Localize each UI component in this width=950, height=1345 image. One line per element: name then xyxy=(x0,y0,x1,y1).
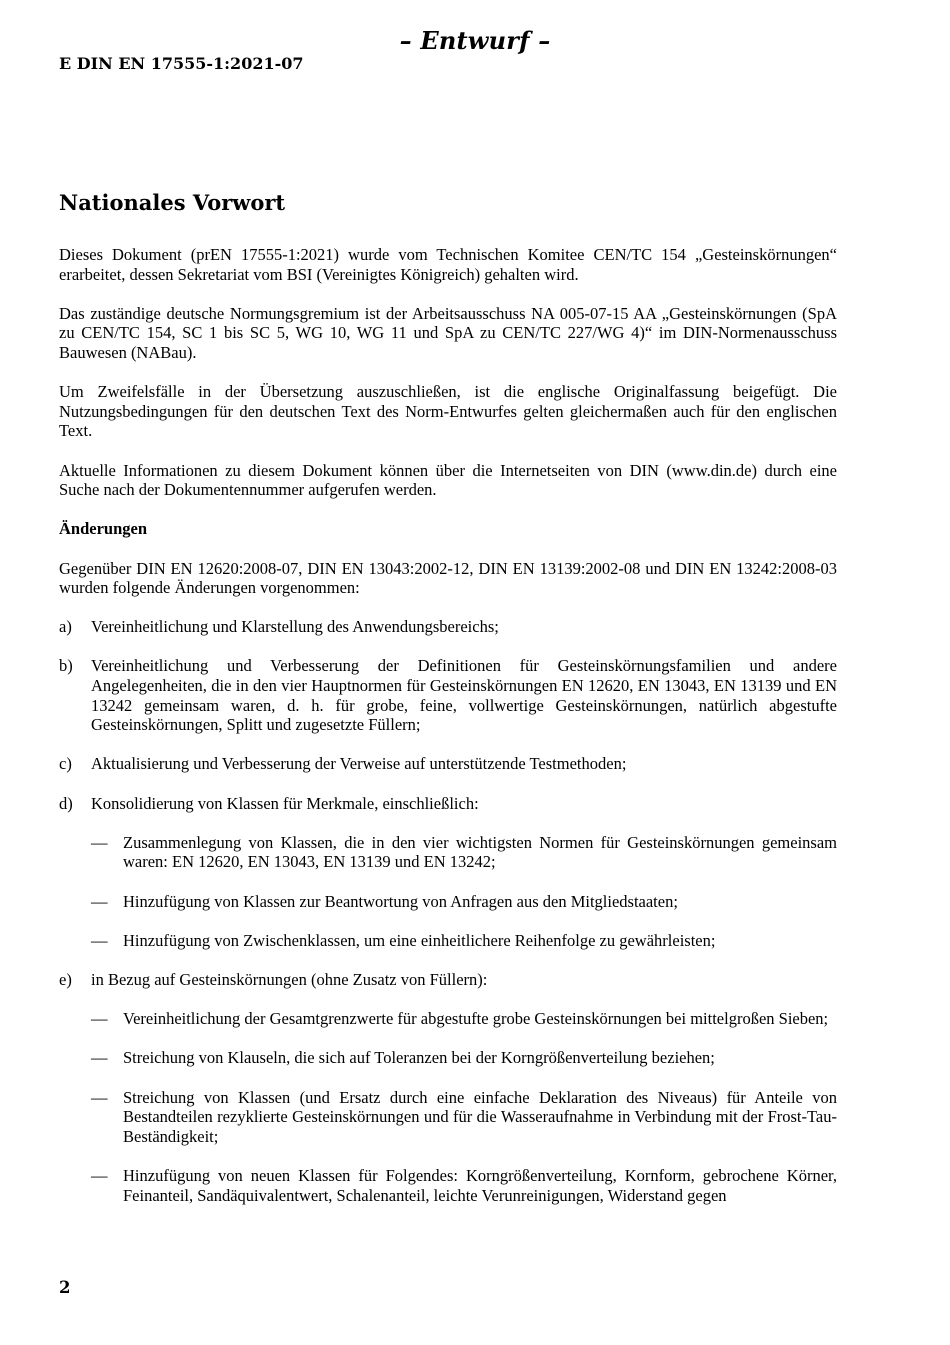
dash-marker: — xyxy=(91,891,108,911)
section-title: Nationales Vorwort xyxy=(59,190,286,215)
dash-marker: — xyxy=(91,832,108,852)
changes-heading: Änderungen xyxy=(59,519,148,539)
list-item-e xyxy=(59,970,837,990)
list-item-b xyxy=(59,656,837,734)
dash-item-text: Streichung von Klassen (und Ersatz durch eine einfache Deklaration des Niveaus) für Anteile von Bestandteilen rezyklierte Gesteinskörnungen und für die Wasseraufnahme in Verbindung mit der Frost-Tau-Beständigkeit; xyxy=(123,1087,837,1146)
dash-marker: — xyxy=(91,1087,108,1107)
list-item-c xyxy=(59,754,837,774)
changes-intro: Gegenüber DIN EN 12620:2008-07, DIN EN 13043:2002-12, DIN EN 13139:2002-08 und DIN EN 13242:2008-03 wurden folgende Änderungen vorgenommen: xyxy=(59,558,837,598)
dash-item-text: Hinzufügung von Zwischenklassen, um eine einheitlichere Reihenfolge zu gewährleisten; xyxy=(123,930,716,950)
dash-item-d1 xyxy=(91,833,837,872)
list-item-text: Vereinheitlichung und Verbesserung der Definitionen für Gesteinskörnungsfamilien und andere Angelegenheiten, die in den vier Hauptnormen für Gesteinskörnungen EN 12620, EN 13043, EN 13139 und EN 13242 gemeinsam waren, d. h. für grobe, feine, vollwertige Gesteinskörnungen, natürlich abgestufte Gesteinskörnungen, Splitt und zugesetzte Füllern; xyxy=(91,656,837,735)
dash-item-e1 xyxy=(91,1009,837,1029)
list-marker: e) xyxy=(59,969,72,989)
paragraph-national-body: Das zuständige deutsche Normungsgremium ist der Arbeitsausschuss NA 005-07-15 AA „Gesteinskörnungen (SpA zu CEN/TC 154, SC 1 bis SC 5, WG 10, WG 11 und SpA zu CEN/TC 227/WG 4)“ im DIN-Normenausschuss Bauwesen (NABau). xyxy=(59,303,837,362)
paragraph-translation: Um Zweifelsfälle in der Übersetzung auszuschließen, ist die englische Originalfassung beigefügt. Die Nutzungsbedingungen für den deutschen Text des Norm-Entwurfes gelten gleichermaßen auch für den englischen Text. xyxy=(59,382,837,441)
dash-item-e3 xyxy=(91,1088,837,1147)
list-item-text: Vereinheitlichung und Klarstellung des Anwendungsbereichs; xyxy=(91,617,499,637)
dash-marker: — xyxy=(91,1048,108,1068)
dash-item-text: Hinzufügung von neuen Klassen für Folgendes: Korngrößenverteilung, Kornform, gebrochene Körner, Feinanteil, Sandäquivalentwert, Schalenanteil, leichte Verunreinigungen, Widerstand gegen xyxy=(123,1165,837,1205)
paragraph-information: Aktuelle Informationen zu diesem Dokument können über die Internetseiten von DIN (www.din.de) durch eine Suche nach der Dokumentennummer aufgerufen werden. xyxy=(59,460,837,500)
dash-item-e4 xyxy=(91,1166,837,1205)
dash-item-d2 xyxy=(91,892,837,912)
list-item-a xyxy=(59,617,837,637)
dash-marker: — xyxy=(91,1165,108,1185)
draft-label: – Entwurf – xyxy=(399,26,551,55)
dash-item-e2 xyxy=(91,1048,837,1068)
dash-item-text: Zusammenlegung von Klassen, die in den vier wichtigsten Normen für Gesteinskörnungen gemeinsam waren: EN 12620, EN 13043, EN 13139 und EN 13242; xyxy=(123,832,837,872)
list-item-text: Aktualisierung und Verbesserung der Verweise auf unterstützende Testmethoden; xyxy=(91,754,627,774)
list-marker: d) xyxy=(59,793,73,813)
list-item-text: in Bezug auf Gesteinskörnungen (ohne Zusatz von Füllern): xyxy=(91,969,488,989)
paragraph-committee: Dieses Dokument (prEN 17555-1:2021) wurde vom Technischen Komitee CEN/TC 154 „Gesteinskörnungen“ erarbeitet, dessen Sekretariat vom BSI (Vereinigtes Königreich) gehalten wird. xyxy=(59,245,837,284)
list-item-d xyxy=(59,794,837,814)
dash-marker: — xyxy=(91,1009,108,1029)
list-marker: a) xyxy=(59,617,72,637)
dash-item-text: Vereinheitlichung der Gesamtgrenzwerte für abgestufte grobe Gesteinskörnungen bei mittelgroßen Sieben; xyxy=(123,1009,829,1029)
dash-item-text: Hinzufügung von Klassen zur Beantwortung von Anfragen aus den Mitgliedstaaten; xyxy=(123,891,678,911)
dash-marker: — xyxy=(91,930,108,950)
dash-item-d3 xyxy=(91,931,837,951)
main-content xyxy=(59,188,837,1225)
page-number: 2 xyxy=(59,1278,71,1297)
list-marker: c) xyxy=(59,754,72,774)
dash-item-text: Streichung von Klauseln, die sich auf Toleranzen bei der Korngrößenverteilung beziehen; xyxy=(123,1048,715,1068)
list-marker: b) xyxy=(59,656,73,676)
list-item-text: Konsolidierung von Klassen für Merkmale, einschließlich: xyxy=(91,793,479,813)
document-id: E DIN EN 17555-1:2021-07 xyxy=(59,54,304,73)
